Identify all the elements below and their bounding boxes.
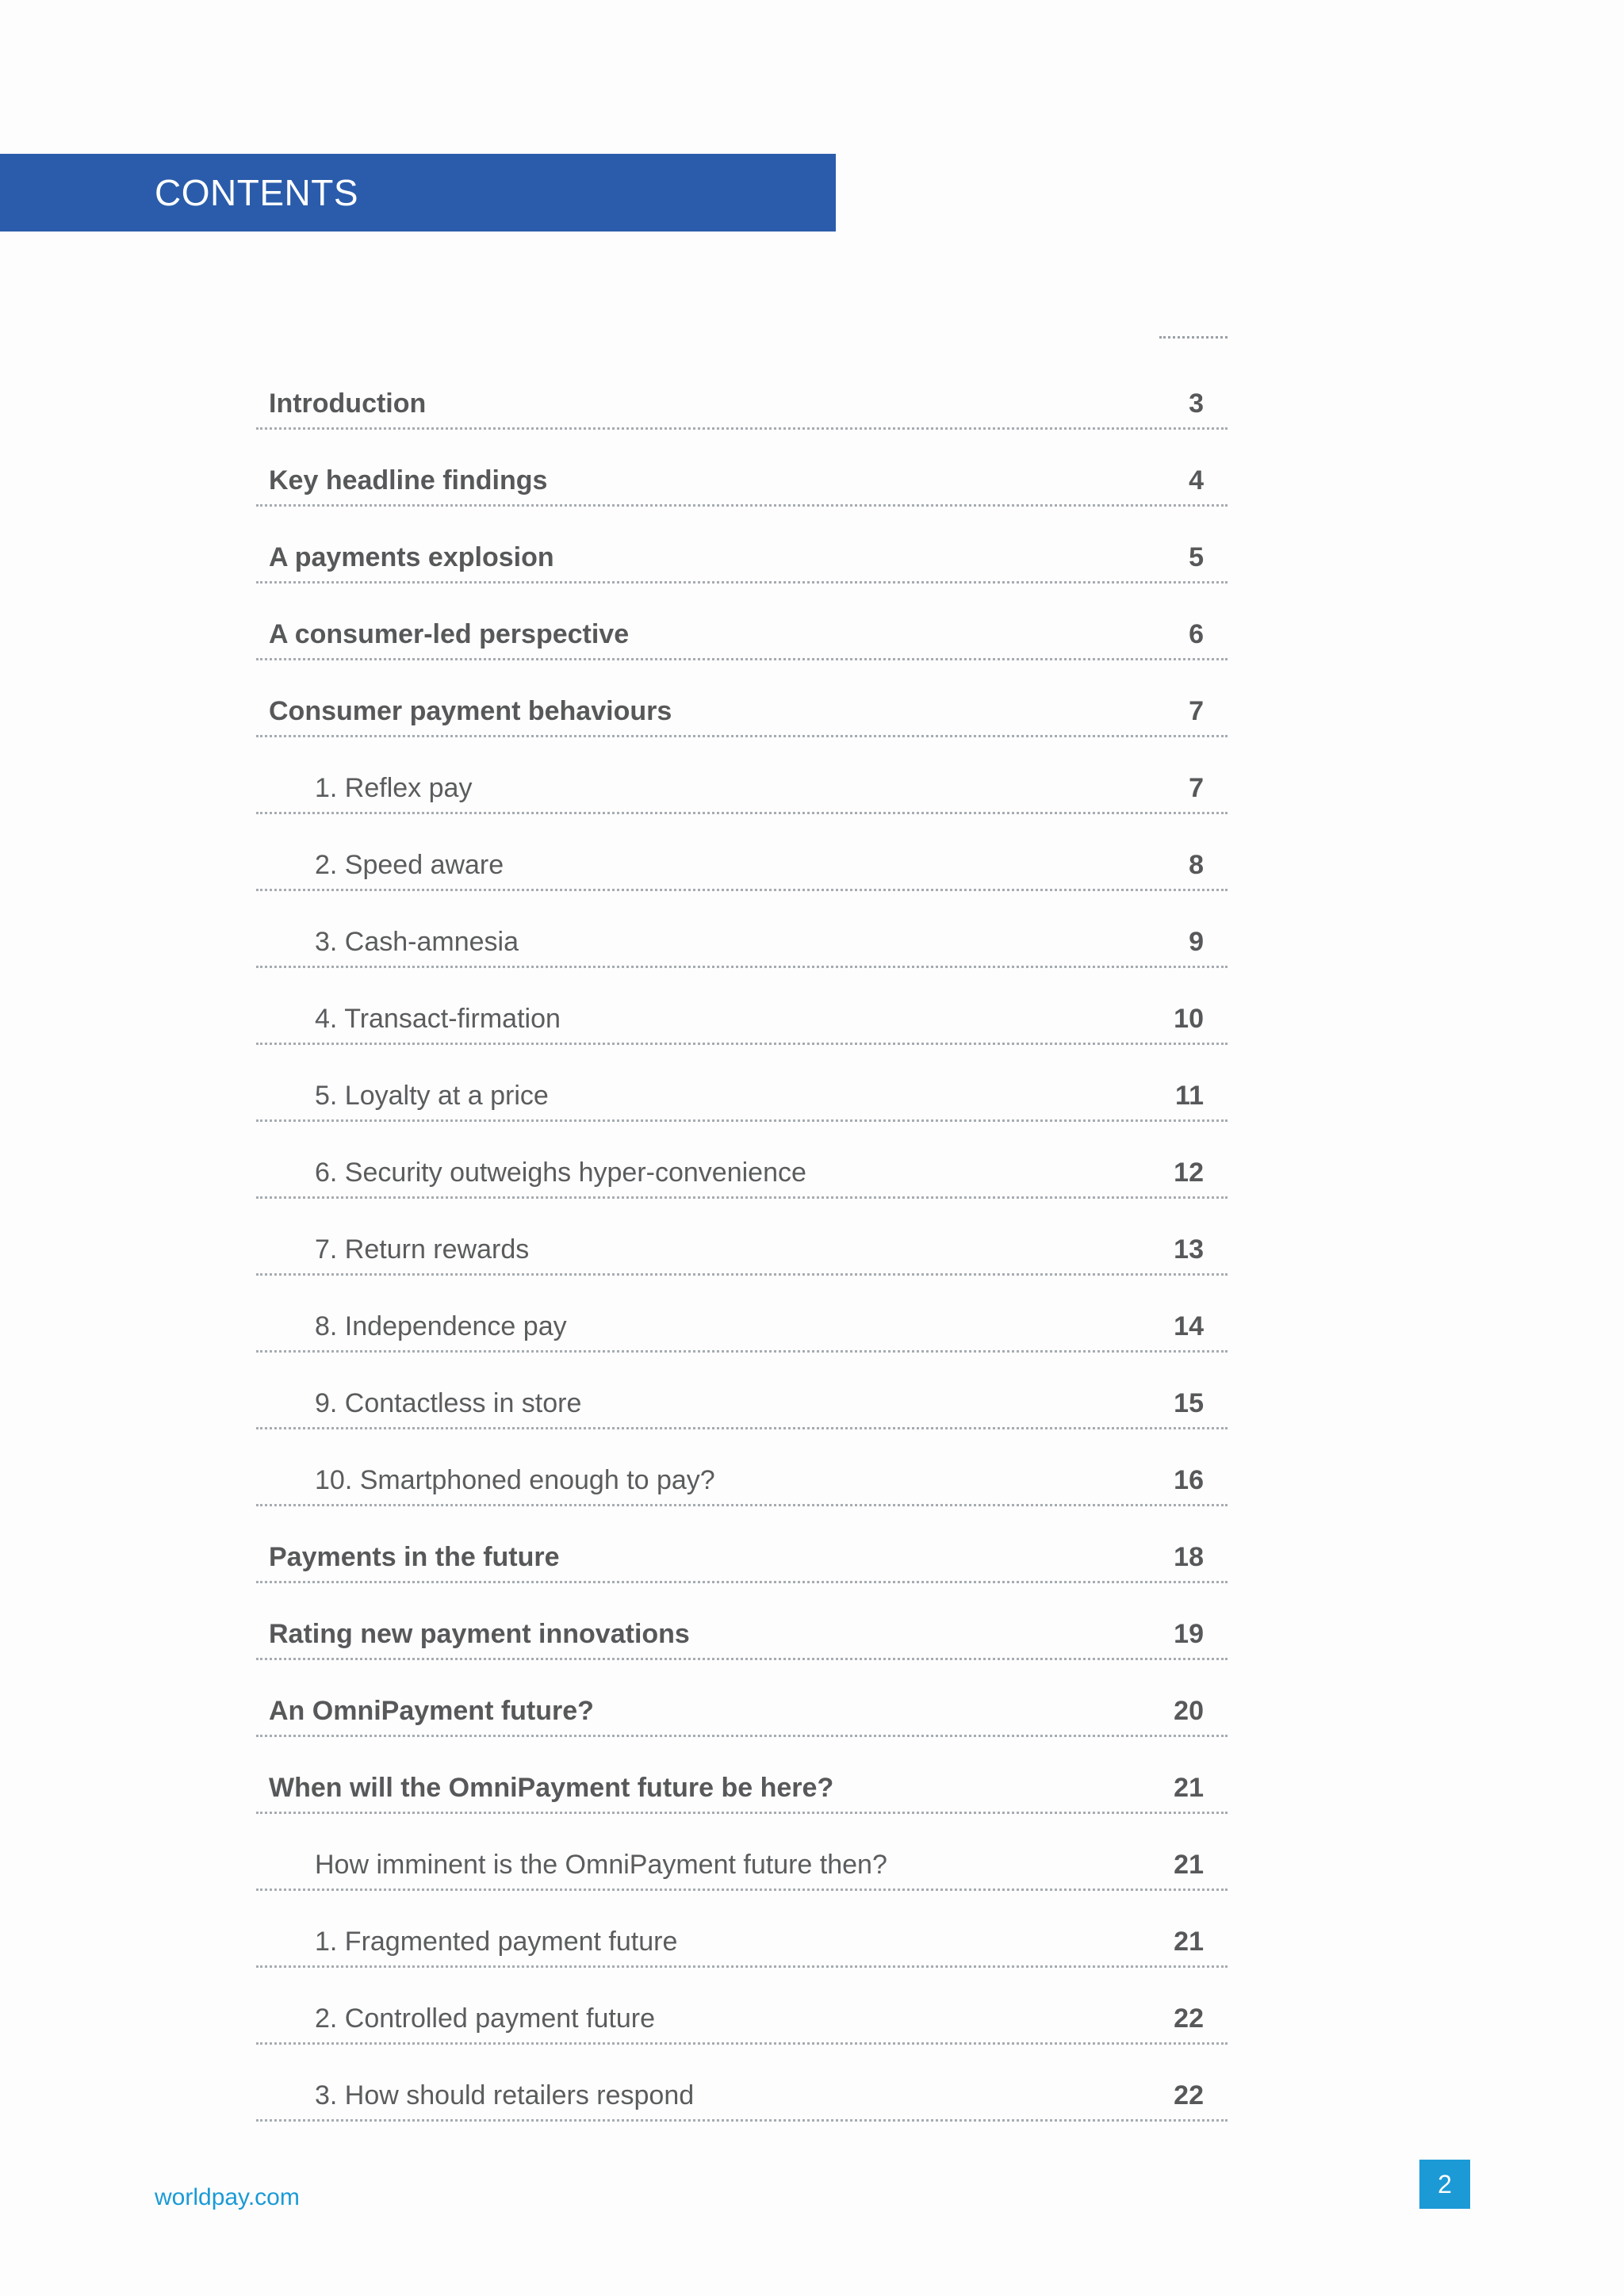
- toc-entry-page-number: 16: [1174, 1465, 1204, 1495]
- toc-entry-page-number: 7: [1189, 773, 1204, 803]
- toc-entry-page-number: 19: [1174, 1619, 1204, 1649]
- toc-entry-page-number: 22: [1174, 2080, 1204, 2110]
- toc-entry-title: An OmniPayment future?: [269, 1696, 594, 1726]
- toc-entry-title: 10. Smartphoned enough to pay?: [315, 1465, 715, 1495]
- toc-entry[interactable]: [256, 1506, 1228, 1583]
- contents-banner: [0, 154, 836, 232]
- footer-website-link[interactable]: worldpay.com: [155, 2184, 300, 2210]
- toc-entry[interactable]: [256, 660, 1228, 737]
- toc-entry-title: 2. Controlled payment future: [315, 2003, 656, 2034]
- toc-entry-title: Introduction: [269, 388, 427, 419]
- toc-entry-page-number: 6: [1189, 619, 1204, 649]
- toc-entry-title: 5. Loyalty at a price: [315, 1081, 549, 1111]
- toc-entry[interactable]: [256, 1583, 1228, 1660]
- toc-entry-title: How imminent is the OmniPayment future then?: [315, 1850, 887, 1880]
- toc-entry-title: Rating new payment innovations: [269, 1619, 690, 1649]
- toc-entry[interactable]: [256, 507, 1228, 584]
- page-title: CONTENTS: [155, 172, 358, 213]
- toc-entry[interactable]: [256, 1122, 1228, 1199]
- toc-entry[interactable]: [256, 968, 1228, 1045]
- toc-entry[interactable]: [256, 1045, 1228, 1122]
- toc-entry-page-number: 9: [1189, 927, 1204, 957]
- toc-entry-page-number: 15: [1174, 1388, 1204, 1418]
- toc-entry[interactable]: [256, 737, 1228, 814]
- toc-entry-title: 2. Speed aware: [315, 850, 504, 880]
- toc-entry-page-number: 12: [1174, 1158, 1204, 1188]
- toc-entry[interactable]: [256, 430, 1228, 507]
- toc-entry-title: 8. Independence pay: [315, 1311, 567, 1341]
- toc-entry-title: 1. Reflex pay: [315, 773, 473, 803]
- toc-entry-title: Consumer payment behaviours: [269, 696, 672, 726]
- toc-entry-title: 3. How should retailers respond: [315, 2080, 695, 2110]
- toc-entry-title: Key headline findings: [269, 465, 548, 496]
- toc-entry-title: A consumer-led perspective: [269, 619, 630, 649]
- toc-entry-title: 3. Cash-amnesia: [315, 927, 519, 957]
- toc-entry-page-number: 21: [1174, 1850, 1204, 1880]
- dotted-leader: [1159, 328, 1228, 339]
- toc-entry[interactable]: [256, 1968, 1228, 2045]
- page-number-badge: 2: [1419, 2160, 1470, 2209]
- toc-entry[interactable]: [256, 1737, 1228, 1814]
- toc-entry-page-number: 3: [1189, 388, 1204, 419]
- toc-entry[interactable]: [256, 1429, 1228, 1506]
- toc-entry[interactable]: [256, 2045, 1228, 2122]
- toc-entry[interactable]: [256, 1891, 1228, 1968]
- toc-entry-page-number: 14: [1174, 1311, 1204, 1341]
- toc-entry-title: 7. Return rewards: [315, 1234, 530, 1265]
- toc-entry-title: When will the OmniPayment future be here?: [269, 1773, 834, 1803]
- toc-entry-title: A payments explosion: [269, 542, 554, 572]
- toc-entry-page-number: 20: [1174, 1696, 1204, 1726]
- table-of-contents: [256, 353, 1228, 2122]
- toc-entry-page-number: 21: [1174, 1927, 1204, 1957]
- toc-entry-page-number: 18: [1174, 1542, 1204, 1572]
- toc-entry-title: 6. Security outweighs hyper-convenience: [315, 1158, 806, 1188]
- toc-entry-title: 1. Fragmented payment future: [315, 1927, 678, 1957]
- toc-entry[interactable]: [256, 1660, 1228, 1737]
- toc-entry[interactable]: [256, 1814, 1228, 1891]
- toc-entry-page-number: 21: [1174, 1773, 1204, 1803]
- toc-entry[interactable]: [256, 891, 1228, 968]
- toc-entry[interactable]: [256, 814, 1228, 891]
- toc-entry-page-number: 8: [1189, 850, 1204, 880]
- toc-entry[interactable]: [256, 1276, 1228, 1353]
- toc-entry[interactable]: [256, 1199, 1228, 1276]
- toc-entry-page-number: 13: [1174, 1234, 1204, 1265]
- toc-entry-title: 4. Transact-firmation: [315, 1004, 561, 1034]
- toc-entry[interactable]: [256, 1353, 1228, 1429]
- toc-entry[interactable]: [256, 353, 1228, 430]
- toc-entry-page-number: 22: [1174, 2003, 1204, 2034]
- toc-entry-page-number: 5: [1189, 542, 1204, 572]
- toc-entry-page-number: 11: [1175, 1081, 1204, 1111]
- toc-entry-page-number: 7: [1189, 696, 1204, 726]
- toc-entry[interactable]: [256, 584, 1228, 660]
- toc-entry-title: Payments in the future: [269, 1542, 560, 1572]
- toc-entry-page-number: 10: [1174, 1004, 1204, 1034]
- toc-entry-page-number: 4: [1189, 465, 1204, 496]
- toc-entry-title: 9. Contactless in store: [315, 1388, 582, 1418]
